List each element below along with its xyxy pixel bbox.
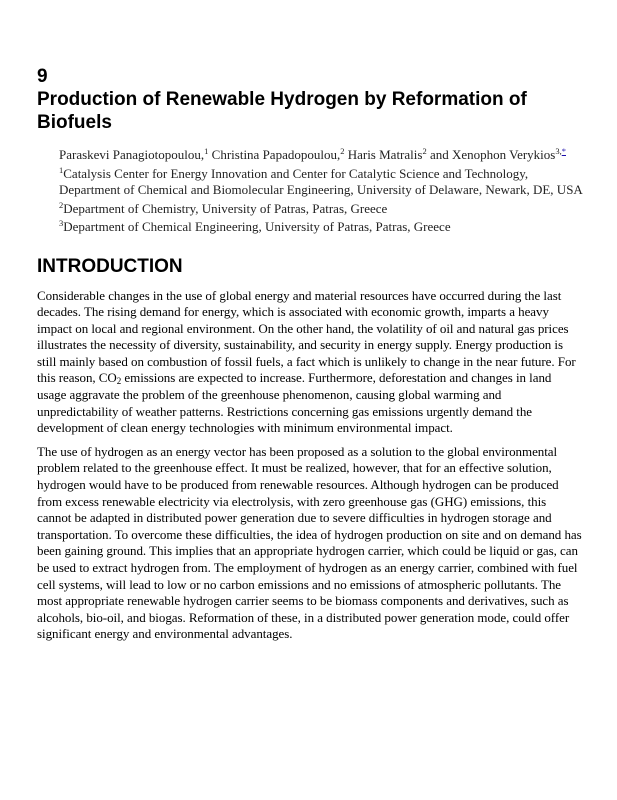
affiliation-1	[59, 166, 583, 199]
affiliation-text: Department of Chemistry, University of Patras, Patras, Greece	[63, 200, 388, 216]
affiliation-sup: 1	[59, 164, 64, 175]
author-name: Paraskevi Panagiotopoulou,	[59, 147, 205, 162]
affiliation-3	[59, 219, 583, 236]
paragraph-1: Considerable changes in the use of global energy and material resources have occurred during the last decades. The rising demand for energy, which is associated with economic growth, imparts a heavy impact on local and regional environment. On the other hand, the volatility of oil and natural gas prices illustrates the necessity of diversity, sustainability, and security in energy supply. Energy production is still mainly based on combustion of fossil fuels, a fact which is unlikely to change in the near future. For this reason, $CO_2$ emissions are expected to increase. Furthermore, deforestation and changes in land usage aggravate the problem of the greenhouse phenomenon, causing global warming and unpredictability of weather patterns. Restrictions concerning gas emissions urgently demand the development of clean energy technologies with minimum environmental impact.	[37, 287, 576, 436]
chapter-title: Production of Renewable Hydrogen by Reformation of Biofuels	[37, 89, 527, 133]
author-affil-sup: 2	[340, 146, 345, 156]
author-affil-sup: 2	[422, 146, 427, 156]
author-list	[59, 147, 583, 164]
author-affil-sup: 3,*	[555, 146, 566, 156]
affiliation-sup: 2	[59, 199, 64, 210]
co2-subscript: 2	[116, 376, 122, 387]
author-name: Christina Papadopoulou,	[211, 147, 341, 162]
paragraph-2: The use of hydrogen as an energy vector has been proposed as a solution to the global environmental problem related to the greenhouse effect. It must be realized, however, that for an effective solution, hydrogen would have to be produced from renewable resources. Although hydrogen can be produced from excess renewable electricity via electrolysis, with zero greenhouse gas (GHG) emissions, this cannot be adapted in distributed power generation due to severe difficulties in hydrogen storage and transportation. To overcome these difficulties, the idea of hydrogen production on site and on demand has been gaining ground. This implies that an appropriate hydrogen carrier, which could be liquid or gas, can be used to extract hydrogen from. The employment of hydrogen as an energy carrier, combined with fuel cell systems, will lead to low or no carbon emissions and no emissions of atmospheric pollutants. The most appropriate renewable hydrogen carrier seems to be biomass components and derivatives, such as alcohols, bio-oil, and biogas. Reformation of these, in a distributed power generation mode, could offer significant energy and environmental advantages.	[37, 443, 582, 642]
author-name: Haris Matralis	[347, 147, 423, 162]
chapter-number: 9	[37, 66, 48, 87]
author-affil-sup: 1	[204, 146, 209, 156]
section-heading-introduction: INTRODUCTION	[37, 255, 183, 277]
affiliation-sup: 3	[59, 218, 64, 228]
affiliation-text: Catalysis Center for Energy Innovation and Center for Catalytic Science and Technology, Department of Chemical and Biomolecular Engineering, University of Delaware, Newark, DE, USA	[59, 165, 583, 197]
author-name: and Xenophon Verykios	[429, 147, 556, 162]
corresponding-author-link[interactable]: *	[561, 146, 566, 156]
affiliation-text: Department of Chemical Engineering, University of Patras, Patras, Greece	[63, 219, 451, 234]
authors-block	[59, 147, 583, 236]
affiliation-2	[59, 201, 583, 218]
document-page	[37, 66, 583, 650]
